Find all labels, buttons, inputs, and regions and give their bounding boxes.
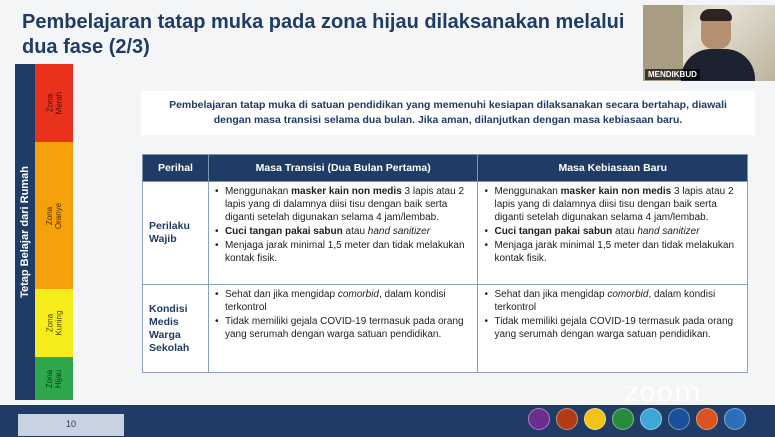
list-item: • Sehat dan jika mengidap comorbid, dalam kondisi terkontrol — [482, 288, 743, 314]
intro-line-1: Pembelajaran tatap muka di satuan pendidikan yang memenuhi kesiapan dilaksanakan secara bertahap, diawali — [169, 99, 727, 111]
zone-merah-label-2: Merah — [54, 91, 63, 115]
header-masa-kebiasaan-baru: Masa Kebiasaan Baru — [478, 155, 748, 182]
intro-line-2: dengan masa transisi selama dua bulan. Jika aman, dilanjutkan dengan masa kebiasaan baru. — [213, 114, 683, 126]
ministry-logo-icon — [528, 408, 550, 430]
home-affairs-logo-icon — [668, 408, 690, 430]
video-participant-tile[interactable] — [643, 5, 775, 81]
cell-kebiasaan-kondisi — [478, 285, 748, 373]
table-row — [143, 182, 748, 285]
table-row — [143, 285, 748, 373]
zone-hijau-label-2: Hijau — [53, 369, 63, 388]
list-item: • Cuci tangan pakai sabun atau hand sanitizer — [482, 225, 743, 238]
intro-text-box — [141, 91, 755, 135]
row-label-line: Perilaku — [149, 220, 190, 232]
zone-oranye — [35, 142, 73, 289]
participant-hair — [700, 9, 732, 21]
header-perihal: Perihal — [143, 155, 209, 182]
comparison-table — [142, 154, 748, 373]
header-masa-transisi: Masa Transisi (Dua Bulan Pertama) — [208, 155, 478, 182]
slide-title: Pembelajaran tatap muka pada zona hijau dilaksanakan melalui dua fase (2/3) — [22, 11, 625, 58]
page-number: 10 — [18, 414, 124, 436]
list-item: • Sehat dan jika mengidap comorbid, dalam kondisi terkontrol — [213, 288, 474, 314]
partner-logos — [528, 408, 746, 430]
table-header-row — [143, 155, 748, 182]
list-item: • Menjaga jarak minimal 1,5 meter dan tidak melakukan kontak fisik. — [213, 239, 474, 265]
side-label: Tetap Belajar dari Rumah — [19, 166, 31, 298]
zone-kuning-label-1: Zona — [44, 313, 54, 333]
zone-merah — [35, 64, 73, 142]
row-label-line: Medis — [149, 315, 179, 328]
zone-oranye-label-2: Oranye — [53, 202, 63, 229]
row-label-line: Sekolah — [149, 341, 190, 354]
zone-kuning-label-2: Kuning — [53, 310, 63, 336]
kemendikbud-logo-icon — [724, 408, 746, 430]
education-logo-icon — [584, 408, 606, 430]
religion-logo-icon — [612, 408, 634, 430]
zone-hijau — [35, 357, 73, 400]
side-label-bar — [15, 64, 35, 400]
participant-name-tag: MENDIKBUD — [645, 69, 700, 80]
row-label-line: Warga — [149, 328, 181, 341]
list-item: • Cuci tangan pakai sabun atau hand sanitizer — [213, 225, 474, 238]
cell-transisi-perilaku — [208, 182, 478, 285]
zone-oranye-label-1: Zona — [44, 206, 54, 225]
cell-kebiasaan-perilaku — [478, 182, 748, 285]
list-item: • Menggunakan masker kain non medis 3 lapis atau 2 lapis yang di dalamnya diisi tisu dengan baik serta diganti setelah digunakan selama 4 jam/lembab. — [213, 185, 474, 224]
row-label-line: Kondisi — [149, 302, 188, 315]
list-item: • Menggunakan masker kain non medis 3 lapis atau 2 lapis yang di dalamnya diisi tisu dengan baik serta diganti setelah digunakan selama 4 jam/lembab. — [482, 185, 743, 224]
zone-merah-label-1: Zona — [45, 93, 54, 113]
row-label-kondisi-medis — [143, 285, 209, 373]
zone-kuning — [35, 289, 73, 357]
list-item: • Tidak memiliki gejala COVID-19 termasuk pada orang yang serumah dengan warga satuan pendidikan. — [213, 315, 474, 341]
covid-taskforce-logo-icon — [696, 408, 718, 430]
zone-hijau-label-1: Zona — [44, 369, 54, 388]
row-label-line: Wajib — [149, 233, 177, 245]
zoom-watermark: zoom — [624, 377, 702, 408]
cell-transisi-kondisi — [208, 285, 478, 373]
list-item: • Menjaga jarak minimal 1,5 meter dan tidak melakukan kontak fisik. — [482, 239, 743, 265]
row-label-perilaku-wajib — [143, 182, 209, 285]
police-logo-icon — [556, 408, 578, 430]
health-logo-icon — [640, 408, 662, 430]
list-item: • Tidak memiliki gejala COVID-19 termasuk pada orang yang serumah dengan warga satuan pendidikan. — [482, 315, 743, 341]
